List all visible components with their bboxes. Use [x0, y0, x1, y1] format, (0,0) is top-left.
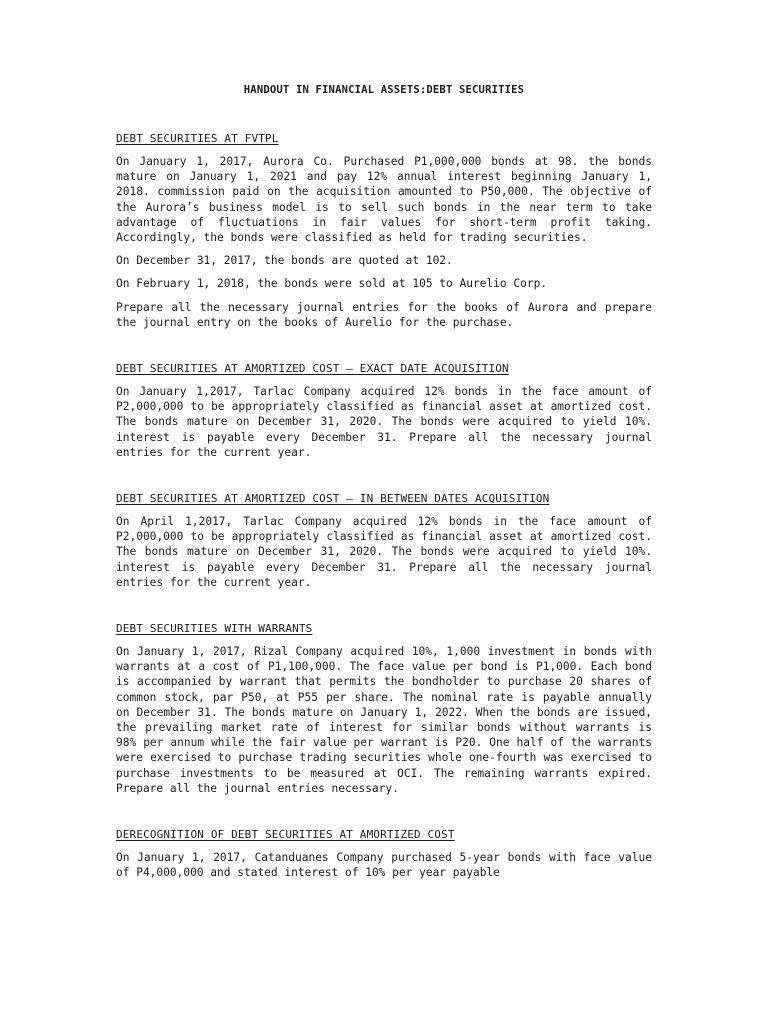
section-amortized-exact-date: [116, 357, 652, 460]
document-title: HANDOUT IN FINANCIAL ASSETS:DEBT SECURITIES: [243, 84, 525, 96]
section-warrants: [116, 617, 652, 796]
paragraph: On January 1, 2017, Catanduanes Company purchased 5-year bonds with face value of P4,000,000 and stated interest of 10% per year payable: [116, 851, 652, 880]
paragraph: On January 1, 2017, Rizal Company acquired 10%, 1,000 investment in bonds with warrants at a cost of P1,100,000. The face value per bond is P1,000. Each bond is accompanied by warrant that permits the bondholder to purchase 20 shares of common stock, par P50, at P55 per share. The nominal rate is payable annually on December 31. The bonds mature on January 1, 2022. When the bonds are issued, the prevailing market rate of interest for similar bonds without warrants is 98% per annum while the fair value per warrant is P20. One half of the warrants were exercised to purchase trading securities whole one-fourth was exercised to purchase investments to be measured at OCI. The remaining warrants expired. Prepare all the journal entries necessary.: [116, 645, 652, 795]
paragraph: On January 1, 2017, Aurora Co. Purchased P1,000,000 bonds at 98. the bonds mature on January 1, 2021 and pay 12% annual interest beginning January 1, 2018. commission paid on the acquisition amounted to P50,000. The objective of the Aurora’s business model is to sell such bonds in the near term to take advantage of fluctuations in fair values for short-term profit taking. Accordingly, the bonds were classified as held for trading securities.: [116, 155, 652, 245]
paragraph: On January 1,2017, Tarlac Company acquired 12% bonds in the face amount of P2,000,000 to be appropriately classified as financial asset at amortized cost. The bonds mature on December 31, 2020. The bonds were acquired to yield 10%. interest is payable every December 31. Prepare all the necessary journal entries for the current year.: [116, 385, 652, 459]
section-derecognition: [116, 823, 652, 880]
paragraph: On December 31, 2017, the bonds are quoted at 102.: [116, 254, 453, 268]
paragraph: Prepare all the necessary journal entries for the books of Aurora and prepare the journal entry on the books of Aurelio for the purchase.: [116, 300, 652, 329]
section-heading: DEBT SECURITIES AT AMORTIZED COST – EXACT DATE ACQUISITION: [116, 362, 509, 376]
section-heading: DEBT SECURITIES AT AMORTIZED COST – IN BETWEEN DATES ACQUISITION: [116, 492, 550, 506]
section-heading: DEBT SECURITIES AT FVTPL: [116, 132, 279, 145]
paragraph: On February 1, 2018, the bonds were sold at 105 to Aurelio Corp.: [116, 277, 548, 291]
paragraph: On April 1,2017, Tarlac Company acquired 12% bonds in the face amount of P2,000,000 to be appropriately classified as financial asset at amortized cost. The bonds mature on December 31, 2020. The bonds were acquired to yield 10%. interest is payable every December 31. Prepare all the necessary journal entries for the current year.: [116, 515, 652, 589]
section-heading: DERECOGNITION OF DEBT SECURITIES AT AMORTIZED COST: [116, 828, 455, 842]
section-fvtpl: [116, 127, 652, 330]
section-amortized-between-dates: [116, 487, 652, 590]
section-heading: DEBT SECURITIES WITH WARRANTS: [116, 622, 313, 636]
document-page: [116, 84, 652, 908]
